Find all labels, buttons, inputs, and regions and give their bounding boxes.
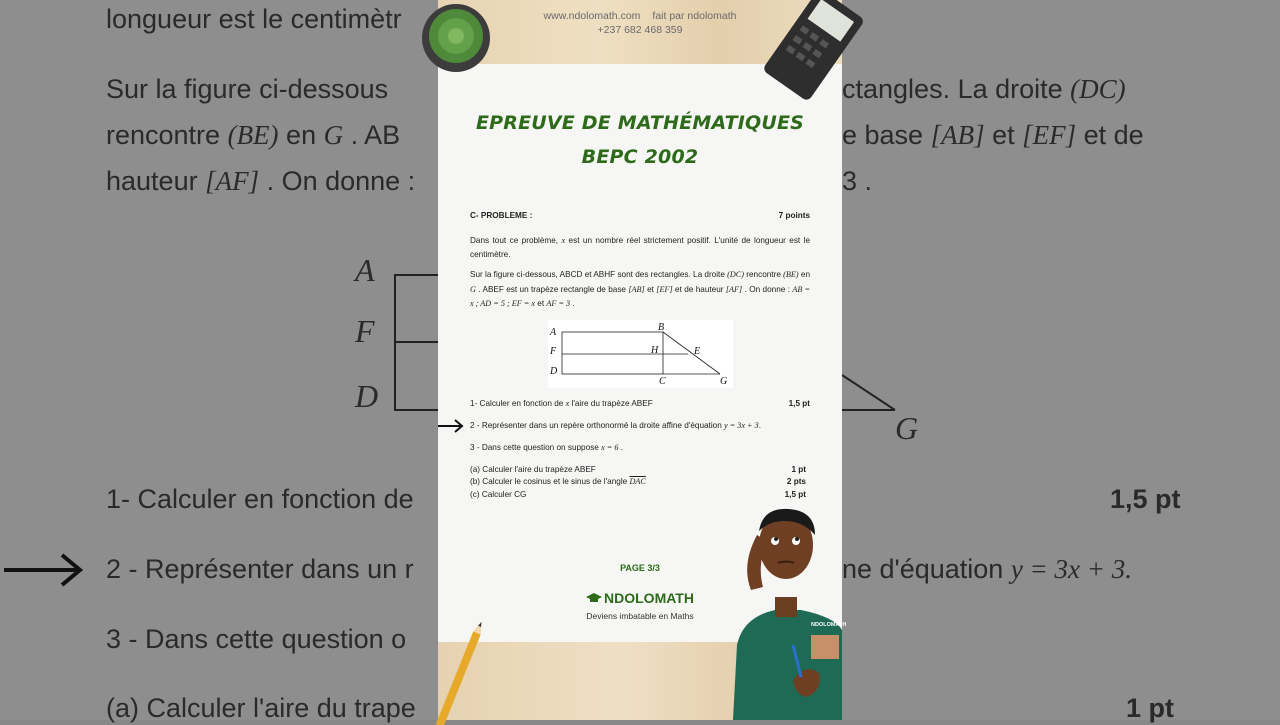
bg-arrow-icon bbox=[4, 552, 84, 593]
arrow-right-icon bbox=[438, 418, 464, 439]
bg-text-q3: 3 - Dans cette question o bbox=[106, 624, 407, 654]
problem-heading-row bbox=[470, 211, 810, 220]
page-number: PAGE 3/3 bbox=[620, 563, 660, 573]
bg-fig-label-g: G bbox=[895, 410, 919, 446]
problem-points: 7 points bbox=[778, 211, 810, 220]
bg-fig-label-a: A bbox=[355, 252, 375, 288]
question-3a-points: 1 pt bbox=[791, 465, 806, 474]
label-h: H bbox=[651, 345, 659, 356]
bg-text-q2a: 2 - Représenter dans un r bbox=[106, 554, 414, 584]
graduation-cap-icon bbox=[586, 591, 602, 607]
problem-intro: Dans tout ce problème, x est un nombre réel strictement positif. L'unité de longueur est le centimètre. bbox=[470, 236, 810, 259]
question-1: 1- Calculer en fonction de x l'aire du trapèze ABEF 1,5 pt bbox=[470, 399, 810, 408]
pencil-icon bbox=[438, 620, 486, 720]
bg-text-line2a: Sur la figure ci-dessous bbox=[106, 74, 389, 104]
bg-text-line3-left: rencontre (BE) en G . AB bbox=[106, 120, 401, 150]
exam-subtitle: BEPC 2002 bbox=[581, 146, 699, 168]
problem-figure-description: Sur la figure ci-dessous, ABCD et ABHF sont des rectangles. La droite (DC) rencontre (BE) en G . ABEF est un trapèze rectangle de base [AB] et [EF] et de hauteur [AF] . On donne : AB = x ; AD = 5 ; EF = x et AF = 3 . bbox=[470, 270, 811, 308]
phone-number: +237 682 468 359 bbox=[597, 24, 683, 36]
website-link[interactable]: www.ndolomath.com bbox=[543, 10, 641, 22]
bg-fig-label-f: F bbox=[355, 313, 375, 349]
label-g: G bbox=[720, 376, 728, 387]
label-e: E bbox=[694, 346, 701, 357]
bg-text-line3-right: e base [AB] et [EF] et de bbox=[842, 120, 1144, 150]
question-3c-points: 1,5 pt bbox=[784, 490, 806, 499]
bg-text-line1: longueur est le centimètr bbox=[106, 4, 402, 34]
bg-text-q1: 1- Calculer en fonction de bbox=[106, 484, 414, 514]
brand-name: NDOLOMATH bbox=[438, 590, 842, 607]
calculator-icon bbox=[768, 0, 842, 90]
shirt-text: NDOLOMATH bbox=[811, 622, 847, 628]
label-c: C bbox=[659, 376, 666, 387]
label-b: B bbox=[658, 322, 665, 333]
geometry-figure bbox=[548, 320, 733, 393]
label-a: A bbox=[550, 327, 557, 338]
question-3: 3 - Dans cette question on suppose x = 6 . bbox=[470, 443, 624, 452]
document-card bbox=[438, 0, 847, 720]
brand-slogan: Deviens imbatable en Maths bbox=[586, 611, 694, 621]
bg-text-line4-left: hauteur [AF] . On donne : bbox=[106, 166, 416, 196]
label-d: D bbox=[550, 366, 558, 377]
bg-text-qa-pts: 1 pt bbox=[1126, 693, 1175, 723]
question-3b-points: 2 pts bbox=[786, 477, 806, 486]
made-by: fait par ndolomath bbox=[652, 10, 737, 22]
cactus-plant-icon bbox=[438, 0, 484, 78]
student-illustration bbox=[723, 505, 847, 720]
label-f: F bbox=[550, 346, 557, 357]
bg-text-line4-right: 3 . bbox=[842, 166, 873, 196]
question-3a: (a) Calculer l'aire du trapèze ABEF 1 pt bbox=[470, 465, 806, 474]
question-3b: (b) Calculer le cosinus et le sinus de l'angle $\overline{DAC}$ 2 pts bbox=[470, 477, 806, 486]
question-1-points: 1,5 pt bbox=[788, 399, 810, 408]
exam-title: EPREUVE DE MATHÉMATIQUES bbox=[475, 112, 805, 134]
question-3c: (c) Calculer CG 1,5 pt bbox=[470, 490, 806, 499]
question-2: 2 - Représenter dans un repère orthonormé la droite affine d'équation y = 3x + 3. bbox=[470, 421, 762, 430]
problem-heading: C- PROBLEME : bbox=[470, 211, 533, 220]
bg-text-qa: (a) Calculer l'aire du trape bbox=[106, 693, 416, 723]
bg-text-q1-pts: 1,5 pt bbox=[1110, 484, 1181, 514]
bg-fig-label-d: D bbox=[355, 378, 379, 414]
bg-text-line2b: ctangles. La droite (DC) bbox=[842, 74, 1126, 104]
bg-text-q2b: ne d'équation y = 3x + 3. bbox=[842, 554, 1132, 584]
